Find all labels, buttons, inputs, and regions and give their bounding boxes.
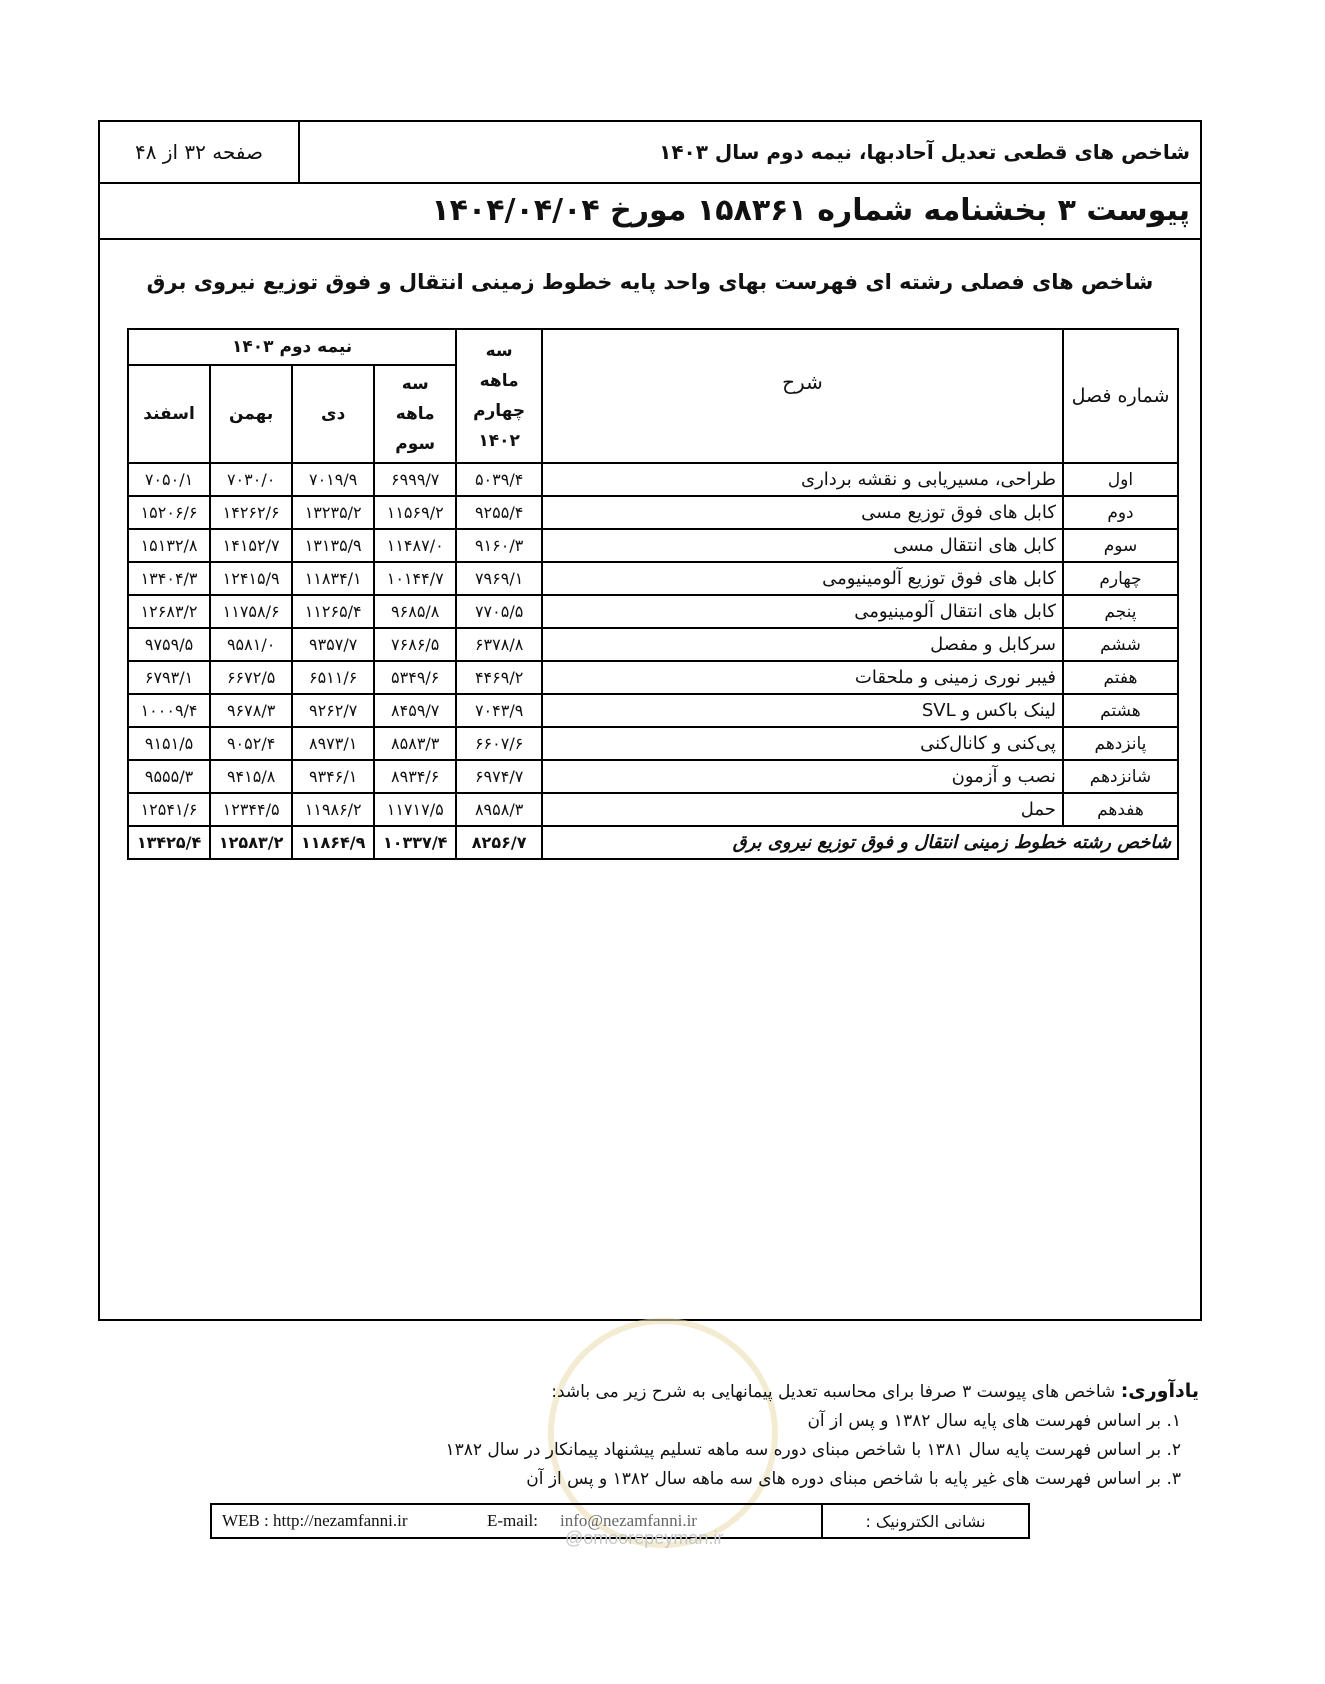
table-row [128, 628, 1178, 661]
cell-bahman: ۱۴۱۵۲/۷ [210, 529, 292, 562]
cell-q4-1402: ۶۶۰۷/۶ [456, 727, 542, 760]
table-row [128, 496, 1178, 529]
cell-description: حمل [542, 793, 1063, 826]
cell-q3: ۵۳۴۹/۶ [374, 661, 456, 694]
table-row [128, 793, 1178, 826]
total-description: شاخص رشته خطوط زمینی انتقال و فوق توزیع نیروی برق [542, 826, 1178, 859]
col-header-chapter: شماره فصل [1063, 329, 1178, 463]
cell-description: کابل های انتقال آلومینیومی [542, 595, 1063, 628]
cell-description: نصب و آزمون [542, 760, 1063, 793]
reminder-intro: شاخص های پیوست ۳ صرفا برای محاسبه تعدیل پیمانهایی به شرح زیر می باشد: [551, 1382, 1116, 1402]
cell-q3: ۸۴۵۹/۷ [374, 694, 456, 727]
page-frame [98, 120, 1202, 1321]
header-row [100, 122, 1200, 184]
contact-label: نشانی الکترونیک : [821, 1505, 1028, 1537]
document-title: شاخص های قطعی تعدیل آحادبها، نیمه دوم سال ۱۴۰۳ [659, 140, 1190, 164]
cell-esfand: ۶۷۹۳/۱ [128, 661, 210, 694]
reminder-item: ۲. بر اساس فهرست پایه سال ۱۳۸۱ با شاخص مبنای دوره سه ماهه تسلیم پیشنهاد پیمانکار در سال ۱۳۸۲ [445, 1440, 1181, 1460]
total-row [128, 826, 1178, 859]
cell-q3: ۱۱۴۸۷/۰ [374, 529, 456, 562]
cell-dey: ۶۵۱۱/۶ [292, 661, 374, 694]
cell-esfand: ۱۵۱۳۲/۸ [128, 529, 210, 562]
col-header-dey: دی [292, 365, 374, 463]
cell-q4-1402: ۹۲۵۵/۴ [456, 496, 542, 529]
cell-chapter: پنجم [1063, 595, 1178, 628]
cell-esfand: ۱۵۲۰۶/۶ [128, 496, 210, 529]
cell-bahman: ۹۰۵۲/۴ [210, 727, 292, 760]
cell-esfand: ۱۰۰۰۹/۴ [128, 694, 210, 727]
cell-esfand: ۱۲۵۴۱/۶ [128, 793, 210, 826]
cell-esfand: ۷۰۵۰/۱ [128, 463, 210, 496]
cell-esfand: ۱۳۴۰۴/۳ [128, 562, 210, 595]
col-header-half: نیمه دوم ۱۴۰۳ [128, 329, 456, 365]
cell-description: کابل های فوق توزیع آلومینیومی [542, 562, 1063, 595]
cell-description: سرکابل و مفصل [542, 628, 1063, 661]
reminder-item: ۳. بر اساس فهرست های غیر پایه با شاخص مبنای دوره های سه ماهه سال ۱۳۸۲ و پس از آن [526, 1469, 1181, 1489]
cell-bahman: ۱۲۴۱۵/۹ [210, 562, 292, 595]
reminder-item: ۱. بر اساس فهرست های پایه سال ۱۳۸۲ و پس از آن [807, 1411, 1181, 1431]
cell-q4-1402: ۶۹۷۴/۷ [456, 760, 542, 793]
table-row [128, 562, 1178, 595]
reminder-note [446, 1377, 1200, 1494]
annex-title: پیوست ۳ بخشنامه شماره ۱۵۸۳۶۱ مورخ ۱۴۰۴/۰۴/۰۴ [431, 192, 1190, 228]
table-row [128, 760, 1178, 793]
page-number: صفحه ۳۲ از ۴۸ [100, 122, 300, 182]
cell-q3: ۸۹۳۴/۶ [374, 760, 456, 793]
cell-bahman: ۹۶۷۸/۳ [210, 694, 292, 727]
cell-esfand: ۱۲۶۸۳/۲ [128, 595, 210, 628]
cell-q4-1402: ۵۰۳۹/۴ [456, 463, 542, 496]
cell-chapter: هفدهم [1063, 793, 1178, 826]
cell-description: لینک باکس و SVL [542, 694, 1063, 727]
email-label: E-mail: [487, 1511, 538, 1530]
cell-bahman: ۶۶۷۲/۵ [210, 661, 292, 694]
email-link[interactable]: info@nezamfanni.ir [559, 1511, 697, 1530]
cell-q4-1402: ۶۳۷۸/۸ [456, 628, 542, 661]
table-row [128, 694, 1178, 727]
cell-q4-1402: ۷۰۴۳/۹ [456, 694, 542, 727]
table-title: شاخص های فصلی رشته ای فهرست بهای واحد پایه خطوط زمینی انتقال و فوق توزیع نیروی برق [146, 270, 1154, 294]
cell-chapter: هفتم [1063, 661, 1178, 694]
cell-description: پی‌کنی و کانال‌کنی [542, 727, 1063, 760]
cell-q3: ۱۱۵۶۹/۲ [374, 496, 456, 529]
cell-dey: ۱۱۲۶۵/۴ [292, 595, 374, 628]
cell-chapter: هشتم [1063, 694, 1178, 727]
cell-dey: ۹۲۶۲/۷ [292, 694, 374, 727]
cell-bahman: ۱۲۳۴۴/۵ [210, 793, 292, 826]
cell-q3: ۷۶۸۶/۵ [374, 628, 456, 661]
cell-bahman: ۹۵۸۱/۰ [210, 628, 292, 661]
cell-q3: ۶۹۹۹/۷ [374, 463, 456, 496]
table-row [128, 595, 1178, 628]
cell-chapter: ششم [1063, 628, 1178, 661]
cell-dey: ۱۱۹۸۶/۲ [292, 793, 374, 826]
total-bahman: ۱۲۵۸۳/۲ [210, 826, 292, 859]
col-header-q3: سه ماهه سوم [374, 365, 456, 463]
table-row [128, 529, 1178, 562]
web-link[interactable]: WEB : http://nezamfanni.ir [222, 1511, 408, 1530]
cell-bahman: ۷۰۳۰/۰ [210, 463, 292, 496]
table-row [128, 463, 1178, 496]
total-esfand: ۱۳۴۲۵/۴ [128, 826, 210, 859]
table-row [128, 727, 1178, 760]
cell-description: کابل های انتقال مسی [542, 529, 1063, 562]
cell-dey: ۱۳۲۳۵/۲ [292, 496, 374, 529]
cell-esfand: ۹۷۵۹/۵ [128, 628, 210, 661]
cell-dey: ۷۰۱۹/۹ [292, 463, 374, 496]
cell-bahman: ۱۴۲۶۲/۶ [210, 496, 292, 529]
cell-dey: ۹۳۵۷/۷ [292, 628, 374, 661]
cell-q4-1402: ۸۹۵۸/۳ [456, 793, 542, 826]
cell-esfand: ۹۱۵۱/۵ [128, 727, 210, 760]
cell-description: طراحی، مسیریابی و نقشه برداری [542, 463, 1063, 496]
cell-dey: ۹۳۴۶/۱ [292, 760, 374, 793]
watermark-text: @omoorepeyman.ir [565, 1528, 724, 1548]
col-header-esfand: اسفند [128, 365, 210, 463]
cell-chapter: اول [1063, 463, 1178, 496]
annex-row [100, 182, 1200, 240]
cell-description: کابل های فوق توزیع مسی [542, 496, 1063, 529]
cell-chapter: دوم [1063, 496, 1178, 529]
cell-q4-1402: ۹۱۶۰/۳ [456, 529, 542, 562]
cell-esfand: ۹۵۵۵/۳ [128, 760, 210, 793]
col-header-q4-1402: سه ماهه چهارم ۱۴۰۲ [456, 329, 542, 463]
col-header-bahman: بهمن [210, 365, 292, 463]
cell-q4-1402: ۷۷۰۵/۵ [456, 595, 542, 628]
table-row [128, 661, 1178, 694]
cell-description: فیبر نوری زمینی و ملحقات [542, 661, 1063, 694]
cell-bahman: ۱۱۷۵۸/۶ [210, 595, 292, 628]
cell-q3: ۱۱۷۱۷/۵ [374, 793, 456, 826]
cell-q3: ۸۵۸۳/۳ [374, 727, 456, 760]
cell-q4-1402: ۴۴۶۹/۲ [456, 661, 542, 694]
total-dey: ۱۱۸۶۴/۹ [292, 826, 374, 859]
cell-chapter: پانزدهم [1063, 727, 1178, 760]
reminder-label: یادآوری: [1120, 1380, 1199, 1402]
cell-q3: ۱۰۱۴۴/۷ [374, 562, 456, 595]
cell-bahman: ۹۴۱۵/۸ [210, 760, 292, 793]
cell-dey: ۸۹۷۳/۱ [292, 727, 374, 760]
cell-chapter: سوم [1063, 529, 1178, 562]
cell-chapter: چهارم [1063, 562, 1178, 595]
col-header-description: شرح [542, 329, 1063, 463]
cell-chapter: شانزدهم [1063, 760, 1178, 793]
cell-dey: ۱۳۱۳۵/۹ [292, 529, 374, 562]
cell-dey: ۱۱۸۳۴/۱ [292, 562, 374, 595]
index-table [127, 328, 1179, 860]
cell-q4-1402: ۷۹۶۹/۱ [456, 562, 542, 595]
total-q4-1402: ۸۲۵۶/۷ [456, 826, 542, 859]
cell-q3: ۹۶۸۵/۸ [374, 595, 456, 628]
total-q3: ۱۰۳۳۷/۴ [374, 826, 456, 859]
